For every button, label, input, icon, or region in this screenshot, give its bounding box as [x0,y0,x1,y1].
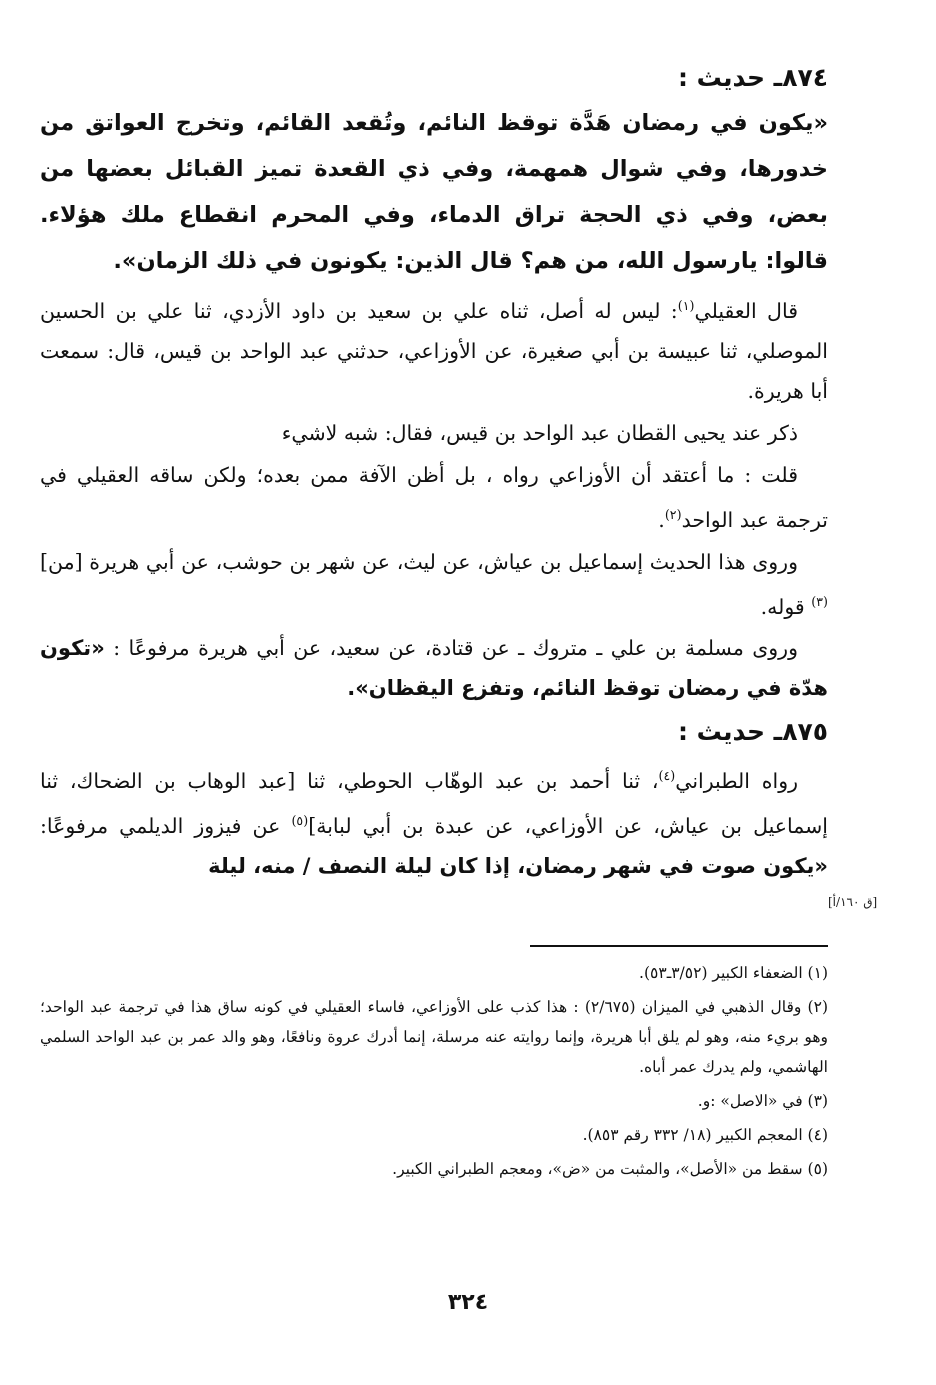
maslama-quote: «تكون هدّة في رمضان توقظ النائم، وتفزع اليقظان». [40,636,828,701]
hadith-874-text: «يكون في رمضان هَدَّة توقظ النائم، وتُقعد القائم، وتخرج العواتق من خدورها، وفي شوال همهمة، وفي ذي القعدة تميز القبائل بعضها من بعض، وفي ذي الحجة تراق الدماء، وفي المحرم انقطاع ملك هؤلاء. قالوا: يارسول الله، من هم؟ قال الذين: يكونون في ذلك الزمان». [40,110,828,274]
footnote-1: (١) الضعفاء الكبير (٣/٥٢ـ٥٣). [639,964,828,982]
aqili-intro: قال العقيلي [694,298,798,323]
main-text [40,56,828,888]
author-comment-end: . [658,507,665,532]
footnote-ref-5[interactable]: (٥) [291,813,309,829]
tabarani-paragraph [40,756,828,886]
footnote-4: (٤) المعجم الكبير (١٨/ ٣٣٢ رقم ٨٥٣). [582,1126,828,1144]
tabarani-intro: رواه الطبراني [675,769,798,794]
maslama-text: وروى مسلمة بن علي ـ متروك ـ عن قتادة، عن سعيد، عن أبي هريرة مرفوعًا : [113,636,798,661]
aqili-paragraph [40,286,828,411]
tabarani-quote: «يكون صوت في شهر رمضان، إذا كان ليلة النصف / منه، ليلة [208,854,828,879]
author-comment-text: قلت : ما أعتقد أن الأوزاعي رواه ، بل أظن الآفة ممن بعده؛ ولكن ساقه العقيلي في ترجمة عبد الواحد [40,462,828,532]
ismail-end: قوله. [760,594,812,619]
ismail-text: وروى هذا الحديث إسماعيل بن عياش، عن ليث، عن شهر بن حوشب، عن أبي هريرة [من] [40,549,798,574]
aqili-chain: : ليس له أصل، ثناه علي بن سعيد بن داود الأزدي، ثنا علي بن الحسين الموصلي، ثنا عبيسة بن أبي صغيرة، عن الأوزاعي، حدثني عبد الواحد بن قيس، قال: سمعت أبا هريرة. [40,298,828,403]
tabarani-chain: ، ثنا أحمد بن عبد الوهّاب الحوطي، ثنا [عبد الوهاب بن الضحاك، ثنا إسماعيل بن عياش، عن الأوزاعي، عن عبدة بن أبي لبابة] [40,769,828,839]
footnote-2: (٢) وقال الذهبي في الميزان (٢/٦٧٥) : هذا كذب على الأوزاعي، فاساء العقيلي في كونه ساق هذا في ترجمة عبد الواحد؛ وهو بريء منه، وهو لم يلق أبا هريرة، وإنما روايته عنه مرسلة، إنما أدرك عروة ونافعًا، وهو والد عمر بن عبد الواحد السلمي الهاشمي، ولم يدرك عمر أباه. [40,998,828,1076]
tabarani-chain-end: عن فيزوز الديلمي مرفوعًا: [40,814,292,839]
ismail-paragraph [40,542,828,627]
author-comment-paragraph [40,455,828,540]
manuscript-folio-note: [ق ١٦٠/أ] [828,895,878,909]
footnote-5: (٥) سقط من «الأصل»، والمثبت من «ض»، ومعجم الطبراني الكبير. [392,1160,828,1178]
page-number: ٣٢٤ [447,1290,489,1315]
maslama-paragraph [40,628,828,708]
hadith-874-heading: ٨٧٤ـ حديث : [677,63,828,92]
footnote-3: (٣) في «الاصل» :و. [697,1092,828,1110]
footnote-ref-2[interactable]: (٢) [664,506,682,522]
hadith-875-heading: ٨٧٥ـ حديث : [677,717,828,747]
footnote-ref-1[interactable]: (١) [677,298,695,313]
footnote-divider [530,945,828,947]
footnotes [40,956,828,1188]
footnote-ref-3[interactable]: (٣) [811,593,828,609]
footnote-ref-4[interactable]: (٤) [658,768,676,784]
qattan-paragraph: ذكر عند يحيى القطان عبد الواحد بن قيس، فقال: شبه لاشيء [281,420,798,445]
